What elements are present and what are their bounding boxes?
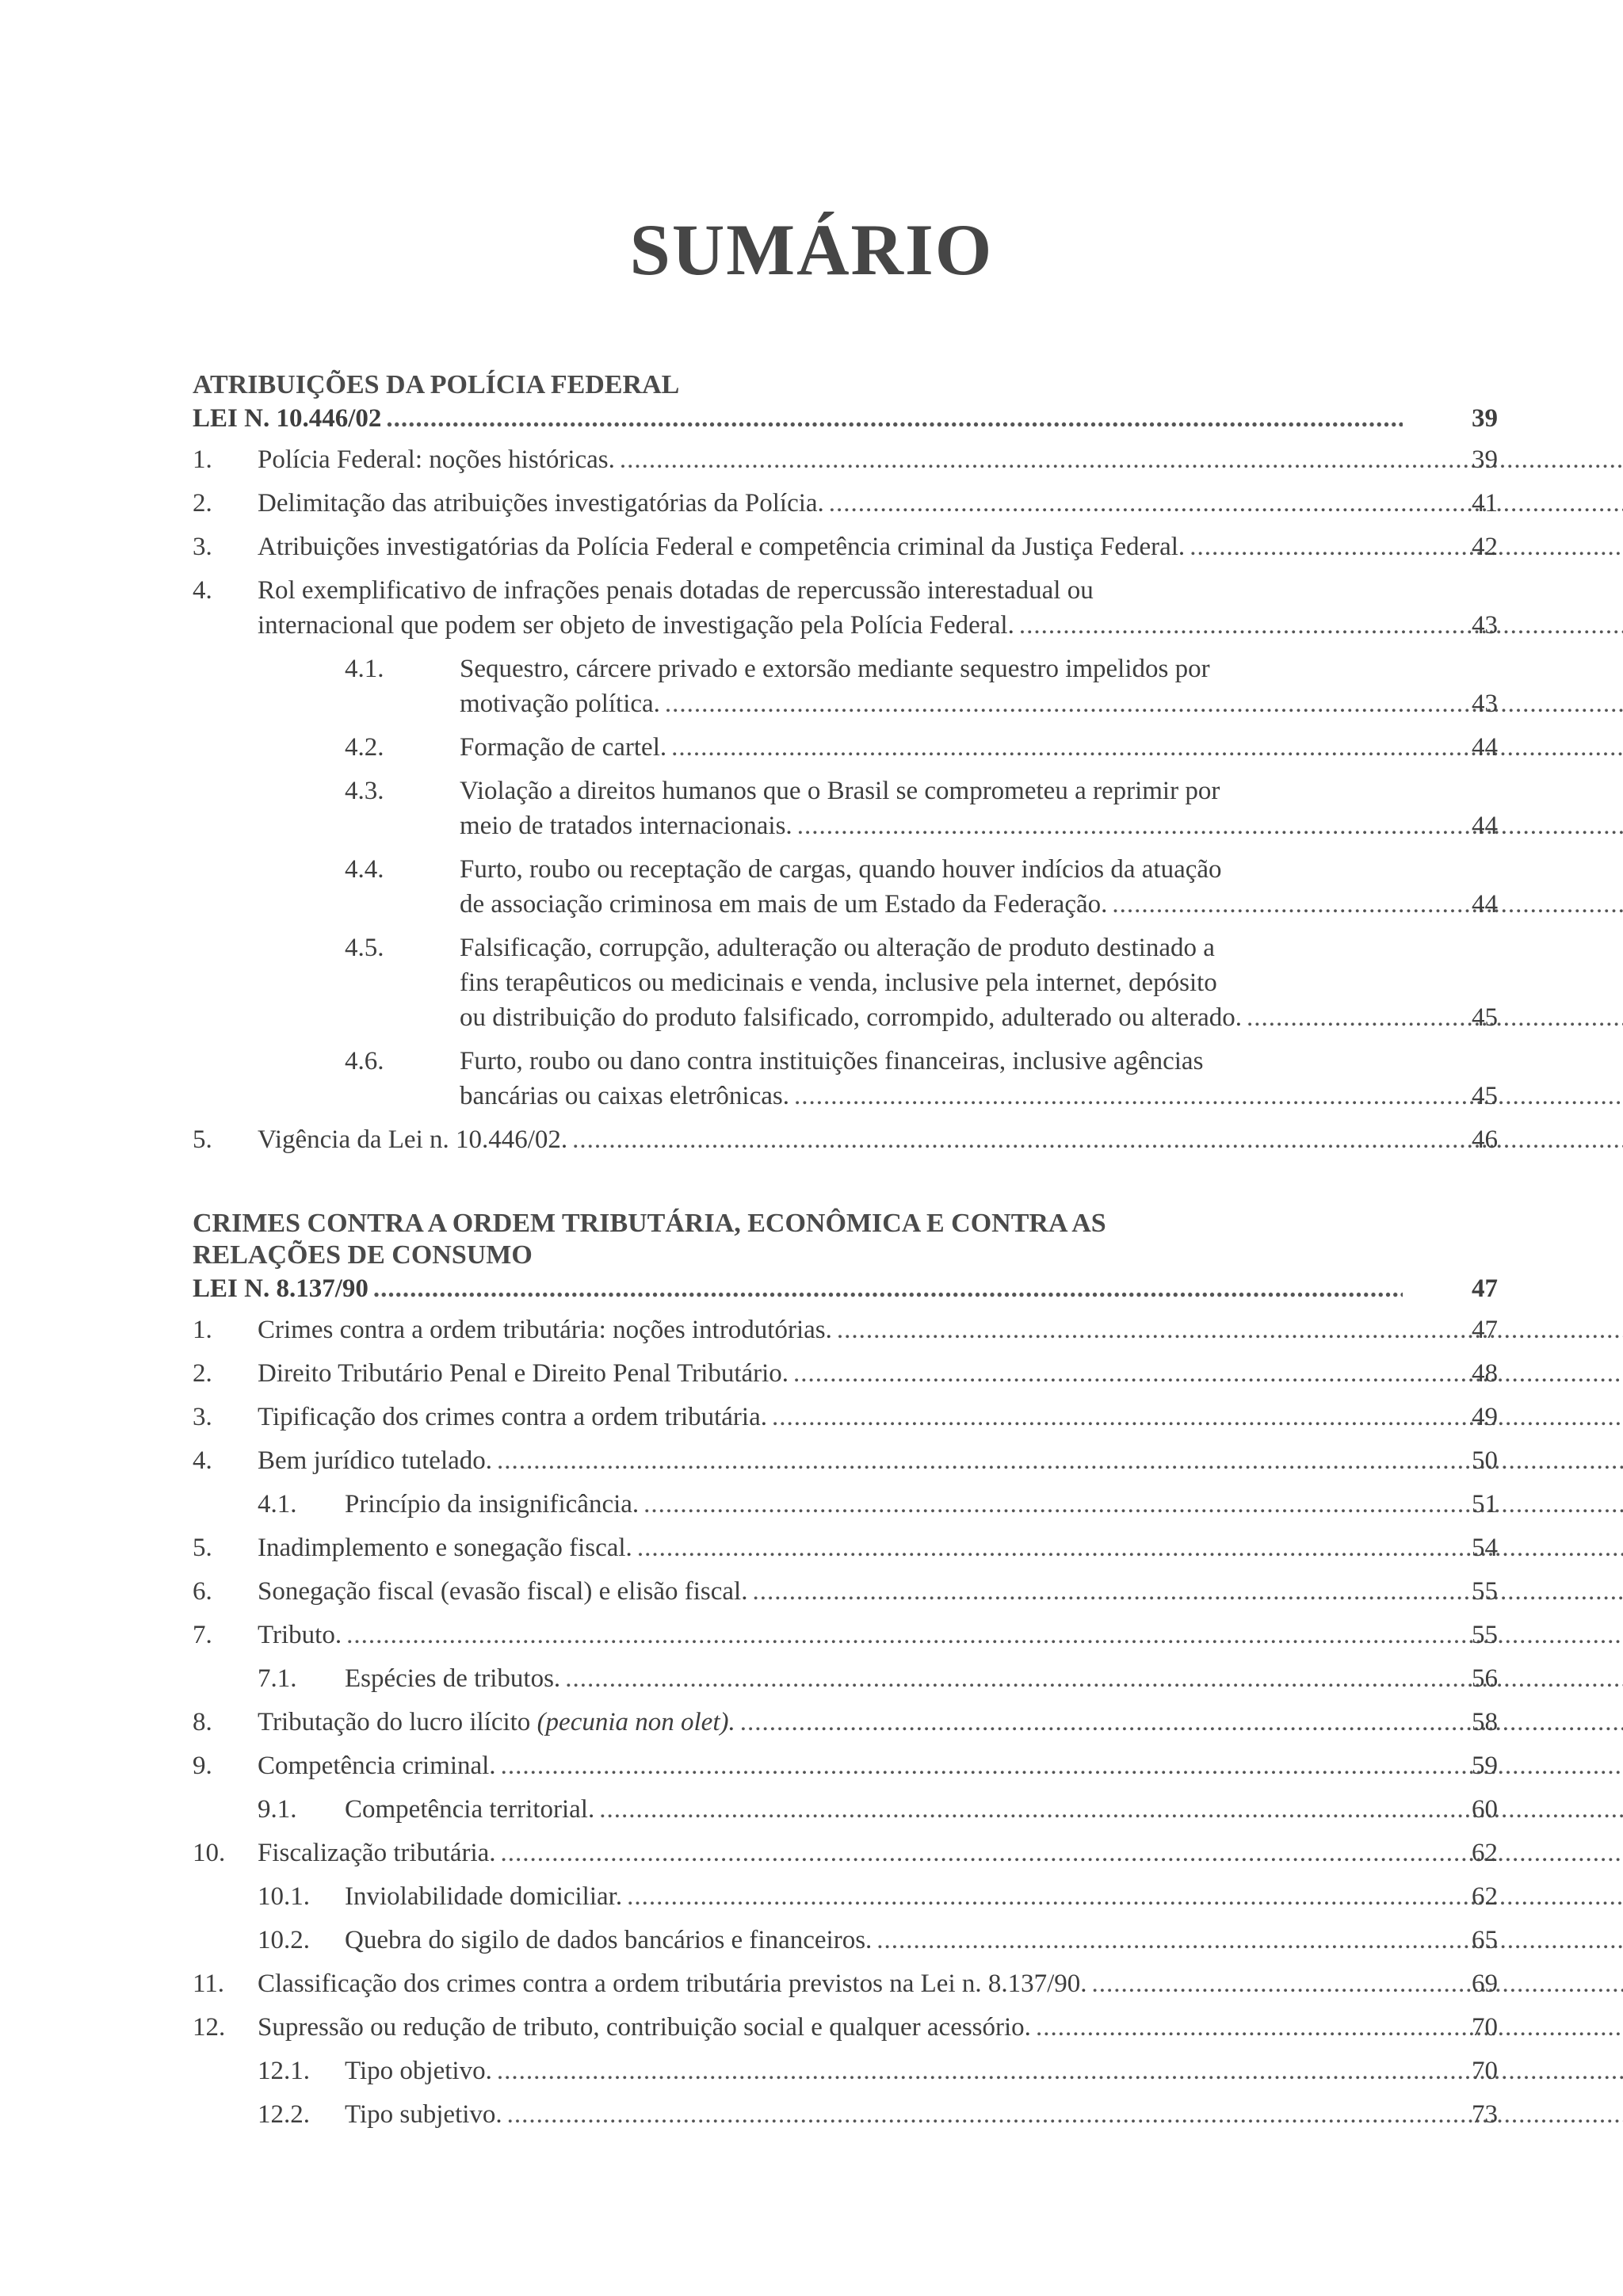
page-number: 58 bbox=[1472, 1708, 1498, 1736]
entry-number: 10.1. bbox=[258, 1882, 310, 1911]
entry-number: 4. bbox=[193, 576, 212, 605]
page-number: 45 bbox=[1472, 1082, 1498, 1110]
entry-title-line: Bem jurídico tutelado. bbox=[258, 1446, 493, 1475]
entry-number: 12. bbox=[193, 2013, 226, 2042]
entry-number: 3. bbox=[193, 533, 212, 561]
entry-title-line: bancárias ou caixas eletrônicas. bbox=[460, 1082, 789, 1110]
page-number: 44 bbox=[1472, 733, 1498, 762]
toc-entry[interactable] bbox=[193, 1748, 1498, 1783]
toc-entry[interactable] bbox=[193, 1312, 1498, 1347]
toc-entry[interactable] bbox=[193, 2010, 1498, 2045]
entry-title-line: meio de tratados internacionais. bbox=[460, 812, 792, 840]
entry-number: 4.4. bbox=[345, 855, 384, 884]
entry-number: 2. bbox=[193, 489, 212, 518]
dot-leader bbox=[837, 1316, 1623, 1344]
entry-number: 4.6. bbox=[345, 1047, 384, 1075]
toc-entry[interactable] bbox=[193, 774, 1498, 843]
page-number: 50 bbox=[1472, 1446, 1498, 1475]
entry-title-line: Supressão ou redução de tributo, contribuição social e qualquer acessório. bbox=[258, 2013, 1031, 2042]
dot-leader bbox=[829, 489, 1623, 518]
page-number: 45 bbox=[1472, 1003, 1498, 1032]
page-number: 39 bbox=[1472, 445, 1498, 474]
toc-entry[interactable] bbox=[193, 1792, 1498, 1827]
entry-title-line: Competência criminal. bbox=[258, 1752, 496, 1780]
dot-leader bbox=[1019, 611, 1623, 640]
entry-number: 1. bbox=[193, 1316, 212, 1344]
page-number: 70 bbox=[1472, 2057, 1498, 2085]
entry-number: 6. bbox=[193, 1577, 212, 1606]
toc-entry[interactable] bbox=[193, 651, 1498, 721]
entry-number: 4.5. bbox=[345, 934, 384, 962]
page-number: 69 bbox=[1472, 1969, 1498, 1998]
page-number: 54 bbox=[1472, 1534, 1498, 1562]
law-title: LEI N. 10.446/02 bbox=[193, 404, 382, 433]
entry-title-line: Delimitação das atribuições investigatórias da Polícia. bbox=[258, 489, 824, 518]
entry-title-line: Rol exemplificativo de infrações penais dotadas de repercussão interestadual ou bbox=[258, 576, 1094, 605]
entry-number: 10. bbox=[193, 1839, 226, 1867]
entry-number: 7. bbox=[193, 1621, 212, 1649]
page-number: 39 bbox=[1472, 404, 1498, 433]
page-number: 51 bbox=[1472, 1490, 1498, 1519]
entry-title-line: Furto, roubo ou receptação de cargas, quando houver indícios da atuação bbox=[460, 855, 1222, 884]
entry-title-line: Tributação do lucro ilícito bbox=[258, 1708, 537, 1736]
entry-number: 11. bbox=[193, 1969, 225, 1998]
toc-entry[interactable] bbox=[193, 1122, 1498, 1157]
entry-title-line: Violação a direitos humanos que o Brasil se comprometeu a reprimir por bbox=[460, 777, 1220, 805]
table-of-contents bbox=[193, 369, 1498, 2183]
entry-title-line: Inadimplemento e sonegação fiscal. bbox=[258, 1534, 632, 1562]
law-entry[interactable] bbox=[193, 1271, 1498, 1306]
toc-section bbox=[193, 369, 1498, 1157]
entry-number: 4.3. bbox=[345, 777, 384, 805]
section-heading: CRIMES CONTRA A ORDEM TRIBUTÁRIA, ECONÔMICA E CONTRA AS bbox=[193, 1209, 1106, 1238]
page-number: 70 bbox=[1472, 2013, 1498, 2042]
entry-title-line: Classificação dos crimes contra a ordem tributária previstos na Lei n. 8.137/90. bbox=[258, 1969, 1087, 1998]
entry-number: 8. bbox=[193, 1708, 212, 1736]
page-number: 46 bbox=[1472, 1125, 1498, 1154]
toc-entry[interactable] bbox=[193, 1400, 1498, 1435]
page-number: 73 bbox=[1472, 2100, 1498, 2129]
section-heading: ATRIBUIÇÕES DA POLÍCIA FEDERAL bbox=[193, 370, 680, 399]
dot-leader bbox=[876, 1926, 1623, 1954]
toc-entry[interactable] bbox=[193, 1574, 1498, 1609]
page-number: 47 bbox=[1472, 1274, 1498, 1303]
toc-entry[interactable] bbox=[193, 730, 1498, 765]
entry-title-line: internacional que podem ser objeto de investigação pela Polícia Federal. bbox=[258, 611, 1014, 640]
law-title: LEI N. 8.137/90 bbox=[193, 1274, 369, 1303]
page-number: 49 bbox=[1472, 1403, 1498, 1431]
entry-number: 7.1. bbox=[258, 1664, 297, 1693]
entry-title-line: Polícia Federal: noções históricas. bbox=[258, 445, 615, 474]
entry-title-line: Formação de cartel. bbox=[460, 733, 667, 762]
page-number: 43 bbox=[1472, 690, 1498, 718]
page-number: 41 bbox=[1472, 489, 1498, 518]
page-number: 47 bbox=[1472, 1316, 1498, 1344]
toc-entry[interactable] bbox=[193, 573, 1498, 643]
page-number: 55 bbox=[1472, 1621, 1498, 1649]
entry-number: 9. bbox=[193, 1752, 212, 1780]
dot-leader bbox=[797, 812, 1623, 840]
toc-entry[interactable] bbox=[193, 1487, 1498, 1522]
page-number: 55 bbox=[1472, 1577, 1498, 1606]
toc-entry[interactable] bbox=[193, 2053, 1498, 2088]
toc-entry[interactable] bbox=[193, 1443, 1498, 1478]
toc-entry[interactable] bbox=[193, 1530, 1498, 1565]
entry-title-line: Tipo objetivo. bbox=[345, 2057, 492, 2085]
entry-number: 2. bbox=[193, 1359, 212, 1388]
entry-title-line: Competência territorial. bbox=[345, 1795, 595, 1824]
entry-title-line: Falsificação, corrupção, adulteração ou alteração de produto destinado a bbox=[460, 934, 1215, 962]
entry-title-line: Direito Tributário Penal e Direito Penal Tributário. bbox=[258, 1359, 789, 1388]
entry-number: 4.1. bbox=[345, 655, 384, 683]
law-entry[interactable] bbox=[193, 401, 1498, 436]
page-number: 48 bbox=[1472, 1359, 1498, 1388]
section-heading: RELAÇÕES DE CONSUMO bbox=[193, 1240, 533, 1270]
entry-number: 5. bbox=[193, 1534, 212, 1562]
toc-entry[interactable] bbox=[193, 1044, 1498, 1114]
entry-number: 3. bbox=[193, 1403, 212, 1431]
entry-title-line: Furto, roubo ou dano contra instituições financeiras, inclusive agências bbox=[460, 1047, 1204, 1075]
entry-title-line: Princípio da insignificância. bbox=[345, 1490, 640, 1519]
entry-title-line: de associação criminosa em mais de um Estado da Federação. bbox=[460, 890, 1108, 919]
entry-title-line: Quebra do sigilo de dados bancários e financeiros. bbox=[345, 1926, 873, 1954]
toc-entry[interactable] bbox=[193, 930, 1498, 1035]
entry-title-line: Sonegação fiscal (evasão fiscal) e elisão fiscal. bbox=[258, 1577, 748, 1606]
toc-entry[interactable] bbox=[193, 1618, 1498, 1652]
toc-entry[interactable] bbox=[193, 1661, 1498, 1696]
entry-title-line: Fiscalização tributária. bbox=[258, 1839, 496, 1867]
page-number: 44 bbox=[1472, 890, 1498, 919]
toc-entry[interactable] bbox=[193, 486, 1498, 521]
page-number: 43 bbox=[1472, 611, 1498, 640]
dot-leader bbox=[1190, 533, 1623, 561]
toc-entry[interactable] bbox=[193, 442, 1498, 477]
dot-leader bbox=[386, 401, 1403, 436]
page-number: 44 bbox=[1472, 812, 1498, 840]
entry-number: 12.2. bbox=[258, 2100, 310, 2129]
toc-entry[interactable] bbox=[193, 529, 1498, 564]
entry-title-line: Tributo. bbox=[258, 1621, 342, 1649]
entry-title-line: motivação política. bbox=[460, 690, 660, 718]
dot-leader bbox=[794, 1082, 1623, 1110]
entry-title-line: Inviolabilidade domiciliar. bbox=[345, 1882, 623, 1911]
toc-entry[interactable] bbox=[193, 2097, 1498, 2132]
dot-leader bbox=[373, 1271, 1403, 1306]
entry-number: 1. bbox=[193, 445, 212, 474]
entry-number: 12.1. bbox=[258, 2057, 310, 2085]
entry-title-line: Espécies de tributos. bbox=[345, 1664, 561, 1693]
toc-entry[interactable] bbox=[193, 1966, 1498, 2001]
entry-title-line: Atribuições investigatórias da Polícia Federal e competência criminal da Justiça Federal. bbox=[258, 533, 1186, 561]
entry-title-line: Crimes contra a ordem tributária: noções introdutórias. bbox=[258, 1316, 832, 1344]
page-number: 56 bbox=[1472, 1664, 1498, 1693]
page-number: 62 bbox=[1472, 1882, 1498, 1911]
toc-entry[interactable] bbox=[193, 1356, 1498, 1391]
page-number: 60 bbox=[1472, 1795, 1498, 1824]
toc-entry[interactable] bbox=[193, 1705, 1498, 1740]
dot-leader bbox=[1092, 1969, 1623, 1998]
page-number: 59 bbox=[1472, 1752, 1498, 1780]
entry-number: 4. bbox=[193, 1446, 212, 1475]
page-title: SUMÁRIO bbox=[629, 209, 994, 290]
toc-entry[interactable] bbox=[193, 1879, 1498, 1914]
entry-title-line: Vigência da Lei n. 10.446/02. bbox=[258, 1125, 568, 1154]
entry-title-line: fins terapêuticos ou medicinais e venda, inclusive pela internet, depósito bbox=[460, 968, 1217, 997]
entry-title-line: ou distribuição do produto falsificado, corrompido, adulterado ou alterado. bbox=[460, 1003, 1242, 1032]
toc-entry[interactable] bbox=[193, 1923, 1498, 1958]
dot-leader bbox=[793, 1359, 1623, 1388]
toc-entry[interactable] bbox=[193, 1836, 1498, 1870]
entry-title-line: Sequestro, cárcere privado e extorsão mediante sequestro impelidos por bbox=[460, 655, 1210, 683]
toc-section bbox=[193, 1208, 1498, 2132]
entry-title-italic: (pecunia non olet). bbox=[537, 1708, 735, 1736]
page-number: 62 bbox=[1472, 1839, 1498, 1867]
entry-title-line: Tipo subjetivo. bbox=[345, 2100, 502, 2129]
toc-entry[interactable] bbox=[193, 852, 1498, 922]
entry-number: 9.1. bbox=[258, 1795, 297, 1824]
dot-leader bbox=[1036, 2013, 1623, 2042]
entry-number: 4.2. bbox=[345, 733, 384, 762]
entry-number: 10.2. bbox=[258, 1926, 310, 1954]
dot-leader bbox=[1112, 890, 1623, 919]
page-number: 65 bbox=[1472, 1926, 1498, 1954]
entry-title-line: Tipificação dos crimes contra a ordem tributária. bbox=[258, 1403, 767, 1431]
entry-number: 4.1. bbox=[258, 1490, 297, 1519]
dot-leader bbox=[346, 1621, 1623, 1649]
page-number: 42 bbox=[1472, 533, 1498, 561]
entry-number: 5. bbox=[193, 1125, 212, 1154]
